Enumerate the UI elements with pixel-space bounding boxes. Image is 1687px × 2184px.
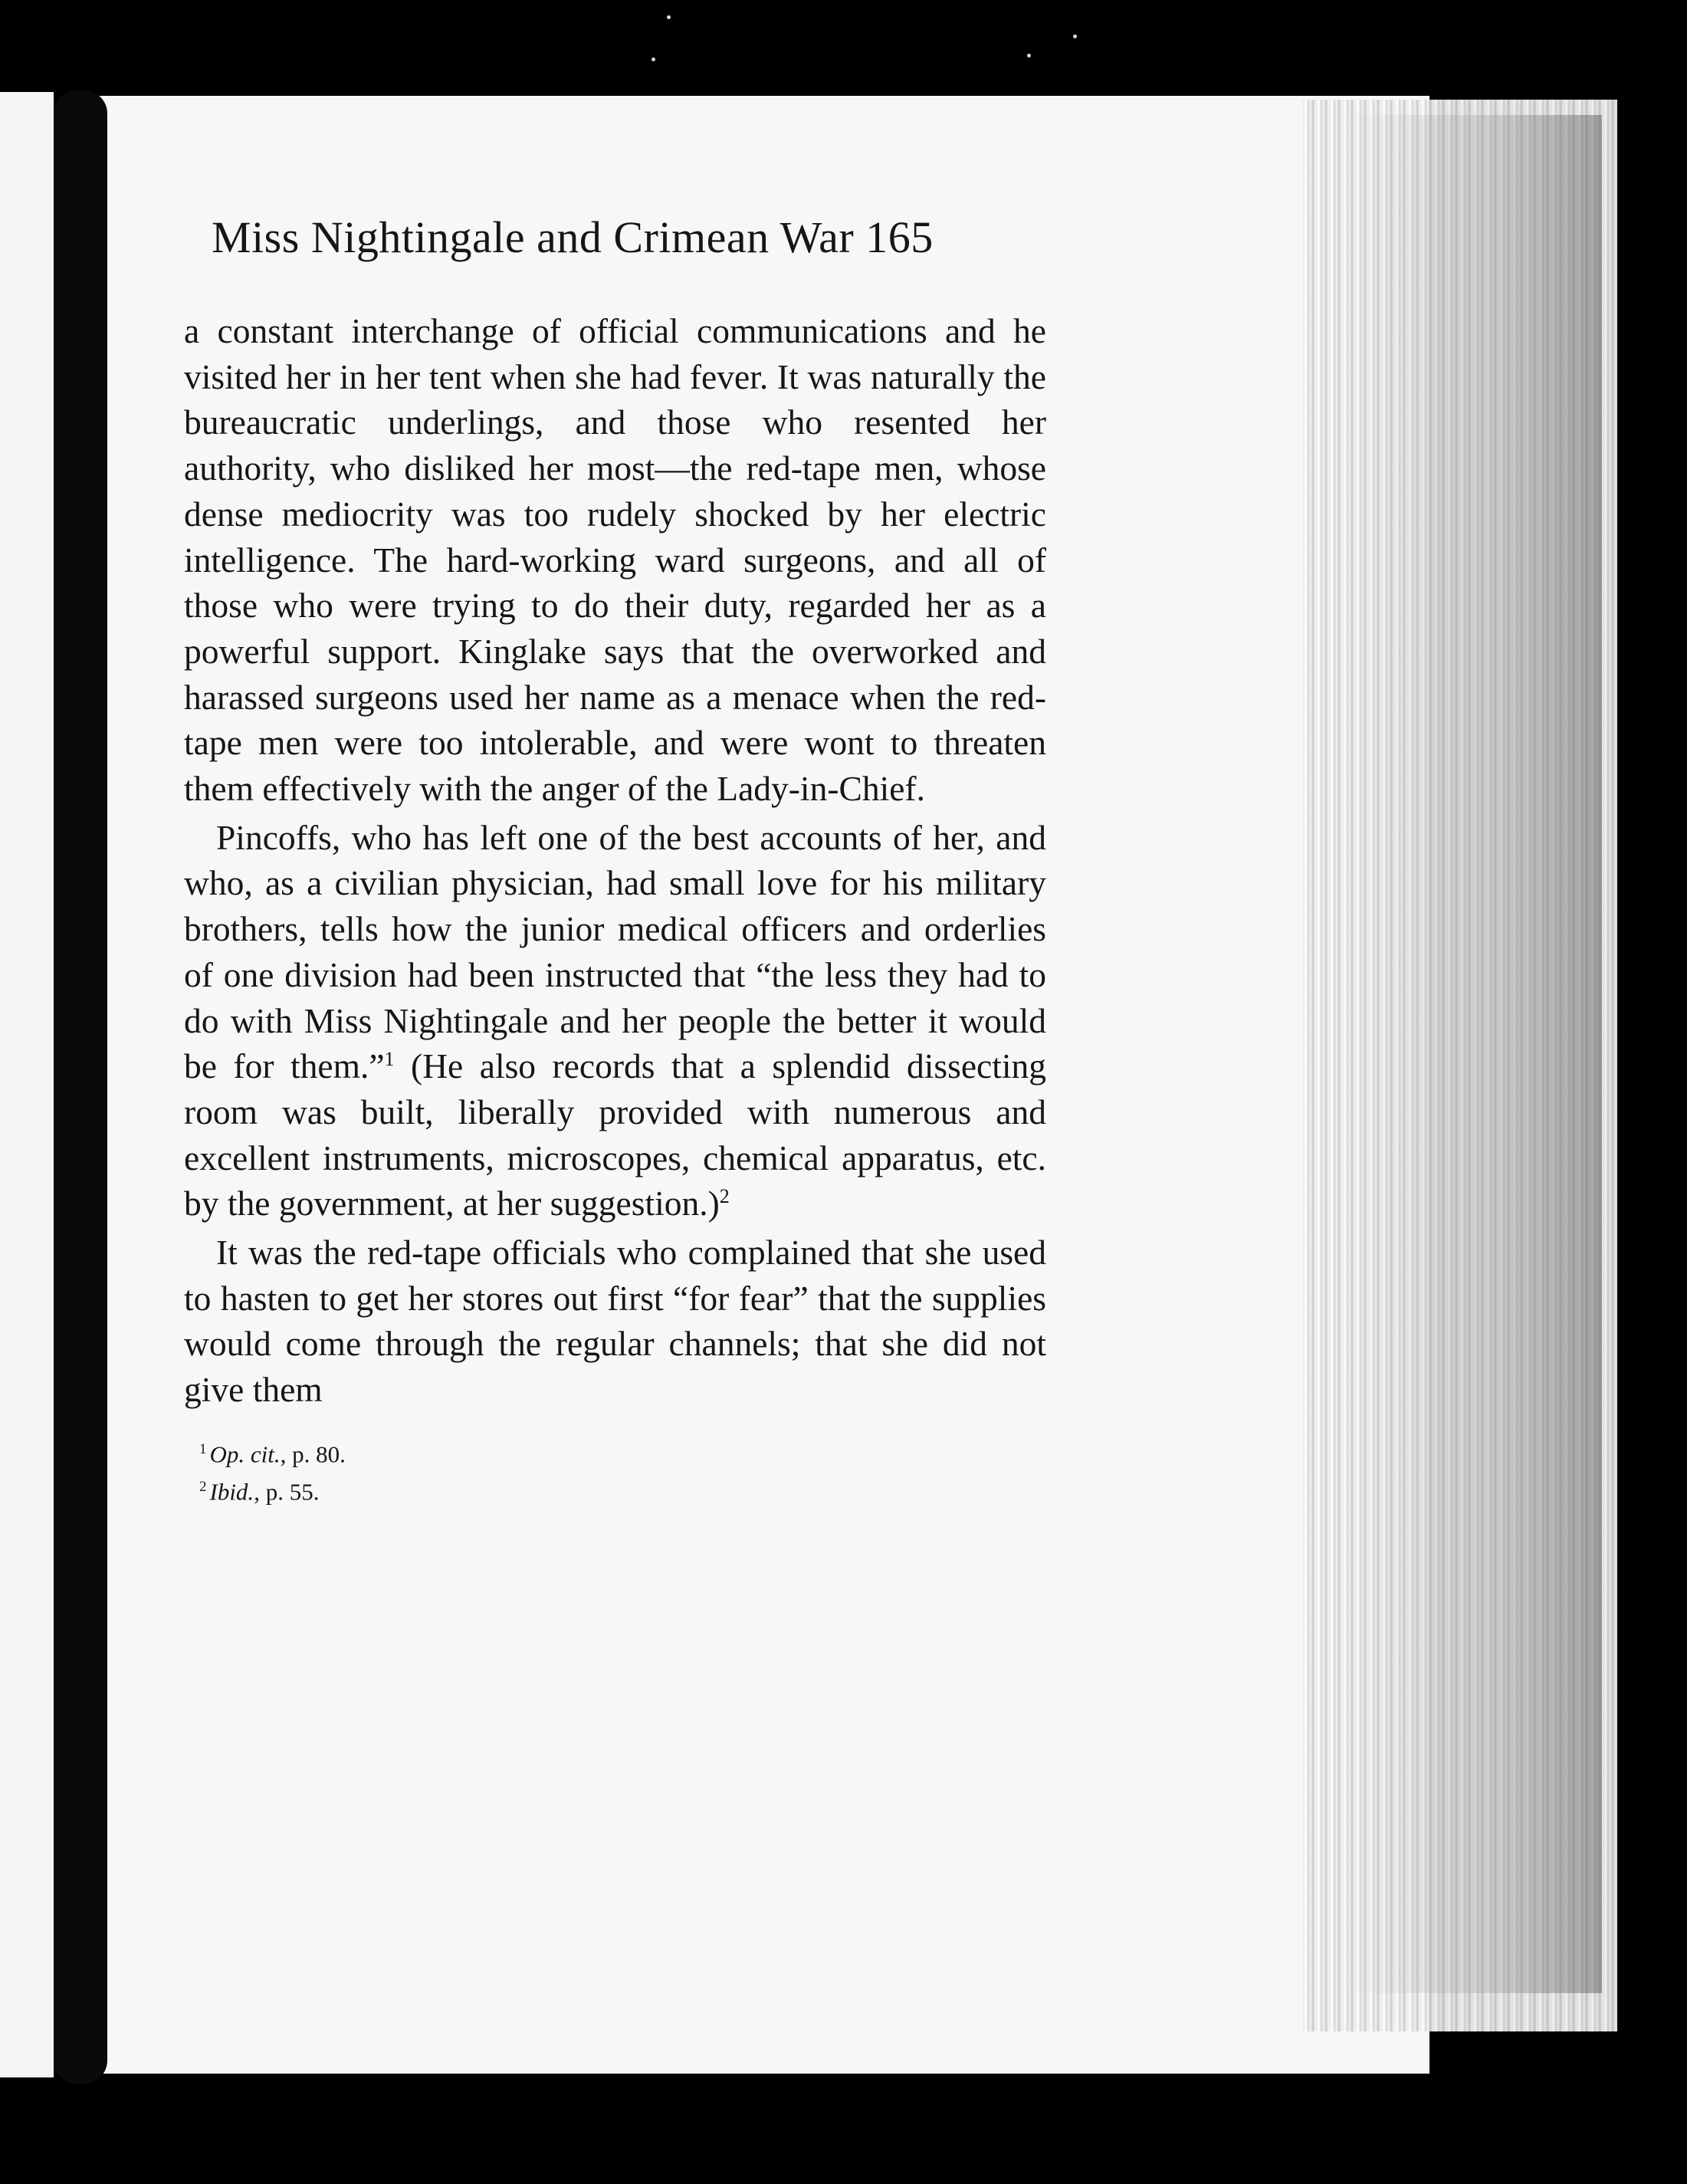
- footnote-ref-1[interactable]: 1: [384, 1048, 395, 1071]
- footnote-mark: 2: [199, 1479, 207, 1496]
- footnote-ref-2[interactable]: 2: [719, 1185, 730, 1208]
- scan-fleck: [1073, 34, 1077, 38]
- scan-fleck: [1027, 54, 1031, 57]
- paragraph-2-aside: (He also records that a splendid dissecting room was built, liberally provided with numerous and excellent instruments, microscopes, chemical apparatus, etc. by the government, at her suggestion.): [184, 1046, 1047, 1223]
- body-text: [184, 308, 1046, 1413]
- book-spine: [54, 90, 107, 2084]
- scan-fleck: [651, 57, 655, 61]
- paragraph-2: [184, 815, 1046, 1227]
- footnote-1: [199, 1433, 1046, 1470]
- footnote-2: [199, 1470, 1046, 1508]
- page-text-block: [184, 207, 1046, 1509]
- footnote-source: Op. cit.: [209, 1440, 281, 1468]
- paragraph-3: It was the red-tape officials who complained that she used to hasten to get her stores out first “for fear” that the supplies would come through the regular channels; that she did not give them: [184, 1233, 1046, 1410]
- footnote-page: , p. 80.: [280, 1440, 346, 1468]
- footnote-source: Ibid.: [209, 1478, 254, 1506]
- footnote-page: , p. 55.: [254, 1478, 320, 1506]
- page-stack-shadow: [1349, 115, 1602, 1993]
- footnote-mark: 1: [199, 1440, 207, 1457]
- paragraph-1: a constant interchange of official communications and he visited her in her tent when she had fever. It was naturally the bureaucratic underlings, and those who resented her authority, who disliked her most—the red-tape men, whose dense mediocrity was too rudely shocked by her electric intelligence. The hard-working ward surgeons, and all of those who were trying to do their duty, regarded her as a powerful support. Kinglake says that the overworked and harassed surgeons used her name as a menace when the red-tape men were too intolerable, and were wont to threaten them effectively with the anger of the Lady-in-Chief.: [184, 311, 1046, 809]
- running-head: Miss Nightingale and Crimean War 165: [212, 212, 934, 262]
- scan-fleck: [667, 15, 671, 19]
- left-page-edge: [0, 92, 54, 2077]
- footnotes: [184, 1433, 1046, 1509]
- paragraph-2-text: Pincoffs, who has left one of the best accounts of her, and who, as a civilian physician, had small love for his military brothers, tells how the junior medical officers and orderlies of one division had been instructed that “the less they had to do with Miss Nightingale and her people the better it would be for them.”: [184, 817, 1046, 1086]
